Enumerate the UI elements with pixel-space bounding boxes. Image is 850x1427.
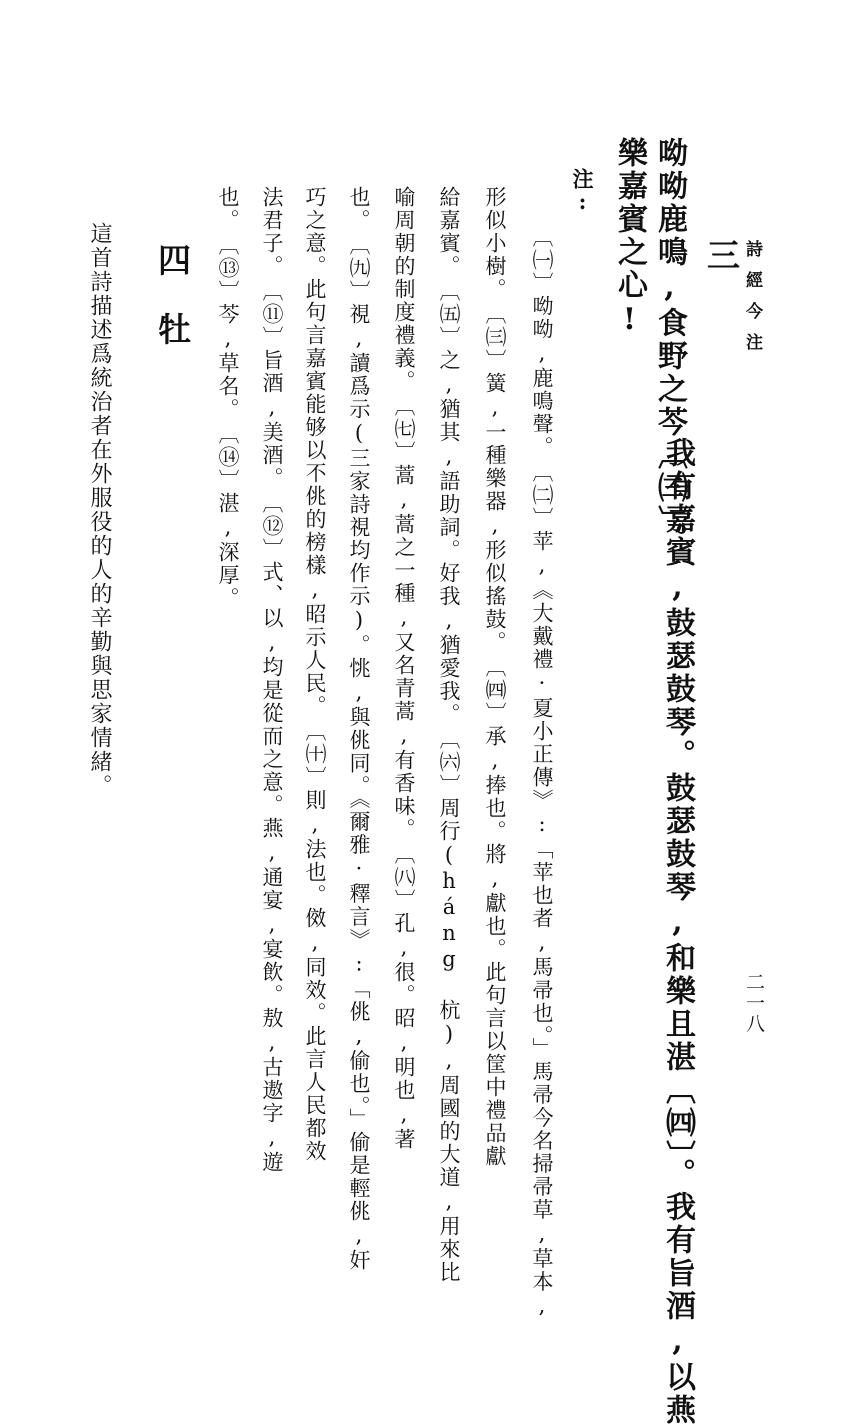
notes-heading: 注: xyxy=(570,168,595,214)
note-line: 〔㈠〕呦呦,鹿鳴聲。 〔㈡〕苹,《大戴禮·夏小正傳》:「苹也者,馬帚也。」馬帚今名掃帚草,草本, xyxy=(530,226,554,1320)
poem-line: 我有嘉賓,鼓瑟鼓琴。鼓瑟鼓琴,和樂且湛〔㈣〕。我有旨酒,以燕 xyxy=(660,437,695,1427)
note-line: 形似小樹。 〔㈢〕簧,一種樂器,形似搖鼓。 〔㈣〕承,捧也。將,獻也。此句言以筐中禮品獻 xyxy=(483,186,507,1168)
poem-line: 樂嘉賓之心! xyxy=(612,137,647,340)
note-line: 喻周朝的制度禮義。 〔㈦〕蒿,蒿之一種,又名青蒿,有香味。 〔㈧〕孔,很。昭,明也,著 xyxy=(392,186,416,1151)
poem-line: 呦呦鹿鳴,食野之芩〔㈢〕。 xyxy=(652,137,687,556)
note-line: 也。 〔㈨〕視,讀爲示(三家詩視均作示)。恌,與佻同。《爾雅·釋言》:「佻,偷也。」偷是輕佻,奸 xyxy=(347,186,371,1272)
next-section-number: 四 xyxy=(153,243,192,288)
next-poem-intro: 這首詩描述爲統治者在外服役的人的辛勤與思家情緒。 xyxy=(87,222,112,798)
note-line: 也。 〔⑬〕芩,草名。 〔⑭〕湛,深厚。 xyxy=(216,186,240,610)
note-line: 巧之意。此句言嘉賓能够以不佻的榜樣,昭示人民。 〔㈩〕則,法也。傚,同效。此言人民都效 xyxy=(303,186,327,1163)
note-line: 法君子。 〔⑪〕旨酒,美酒。 〔⑫〕式、以,均是從而之意。燕,通宴,宴飲。敖,古遨字,遊 xyxy=(260,186,284,1174)
next-poem-title: 牡 xyxy=(153,312,192,357)
section-number: 三 xyxy=(702,238,741,283)
note-line: 給嘉賓。 〔㈤〕之,猶其,語助詞。好我,猶愛我。 〔㈥〕周行(háng 杭),周國的大道,用來比 xyxy=(437,186,461,1284)
page-number: 二一八 xyxy=(743,972,765,1035)
running-header-title: 詩經今注 xyxy=(742,240,762,364)
